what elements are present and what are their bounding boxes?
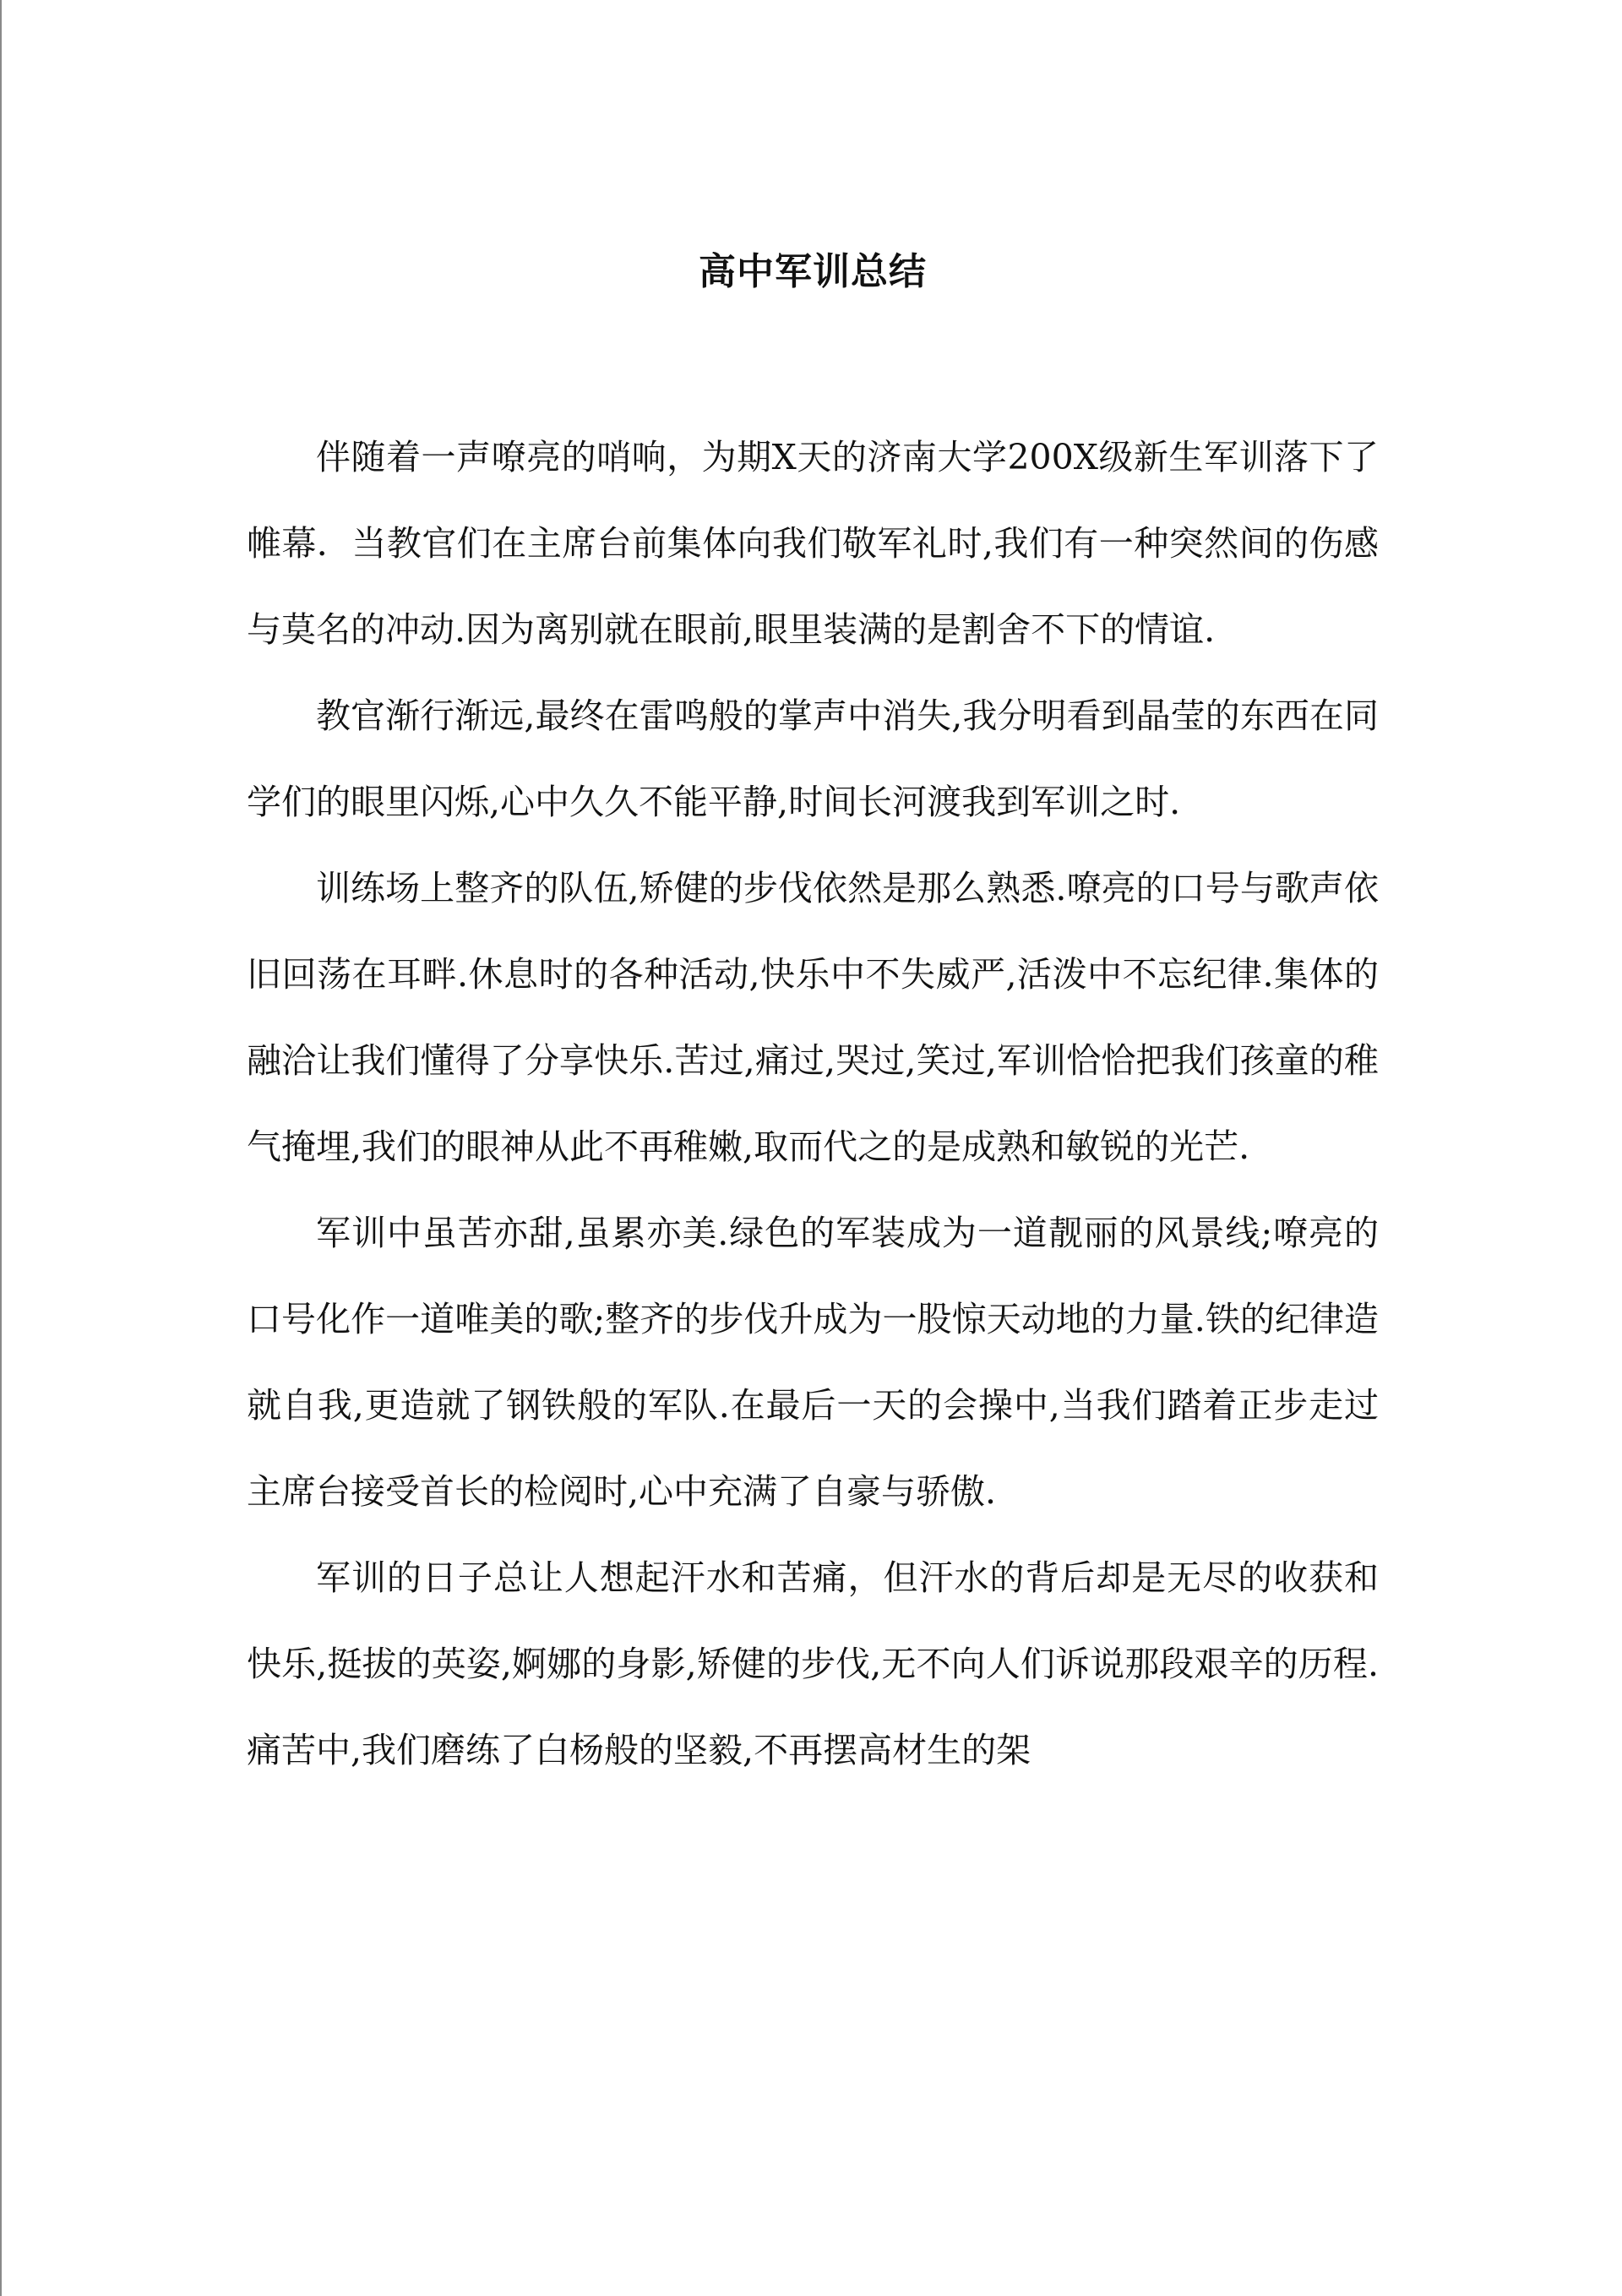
- paragraph-1: 伴随着一声嘹亮的哨响，为期X天的济南大学200X级新生军训落下了帷幕．当教官们在主席台前集体向我们敬军礼时,我们有一种突然间的伤感与莫名的冲动.因为离别就在眼前,眼里装满的是割舍不下的情谊.: [247, 437, 1379, 650]
- paragraph-2: 教官渐行渐远,最终在雷鸣般的掌声中消失,我分明看到晶莹的东西在同学们的眼里闪烁,心中久久不能平静,时间长河渡我到军训之时.: [247, 695, 1379, 822]
- paragraph-5: 军训的日子总让人想起汗水和苦痛，但汗水的背后却是无尽的收获和快乐,挺拔的英姿,婀娜的身影,矫健的步伐,无不向人们诉说那段艰辛的历程.痛苦中,我们磨练了白杨般的坚毅,不再摆高材生的架: [247, 1557, 1379, 1770]
- paragraph-3: 训练场上整齐的队伍,矫健的步伐依然是那么熟悉.嘹亮的口号与歌声依旧回荡在耳畔.休息时的各种活动,快乐中不失威严,活泼中不忘纪律.集体的融洽让我们懂得了分享快乐.苦过,痛过,哭过,笑过,军训恰恰把我们孩童的稚气掩埋,我们的眼神从此不再稚嫩,取而代之的是成熟和敏锐的光芒.: [247, 868, 1379, 1167]
- paragraph-4: 军训中虽苦亦甜,虽累亦美.绿色的军装成为一道靓丽的风景线;嘹亮的口号化作一道唯美的歌;整齐的步伐升成为一股惊天动地的力量.铁的纪律造就自我,更造就了钢铁般的军队.在最后一天的会操中,当我们踏着正步走过主席台接受首长的检阅时,心中充满了自豪与骄傲.: [247, 1213, 1379, 1512]
- document-body: [247, 414, 1379, 1793]
- document-title: 高中军训总结: [699, 250, 927, 293]
